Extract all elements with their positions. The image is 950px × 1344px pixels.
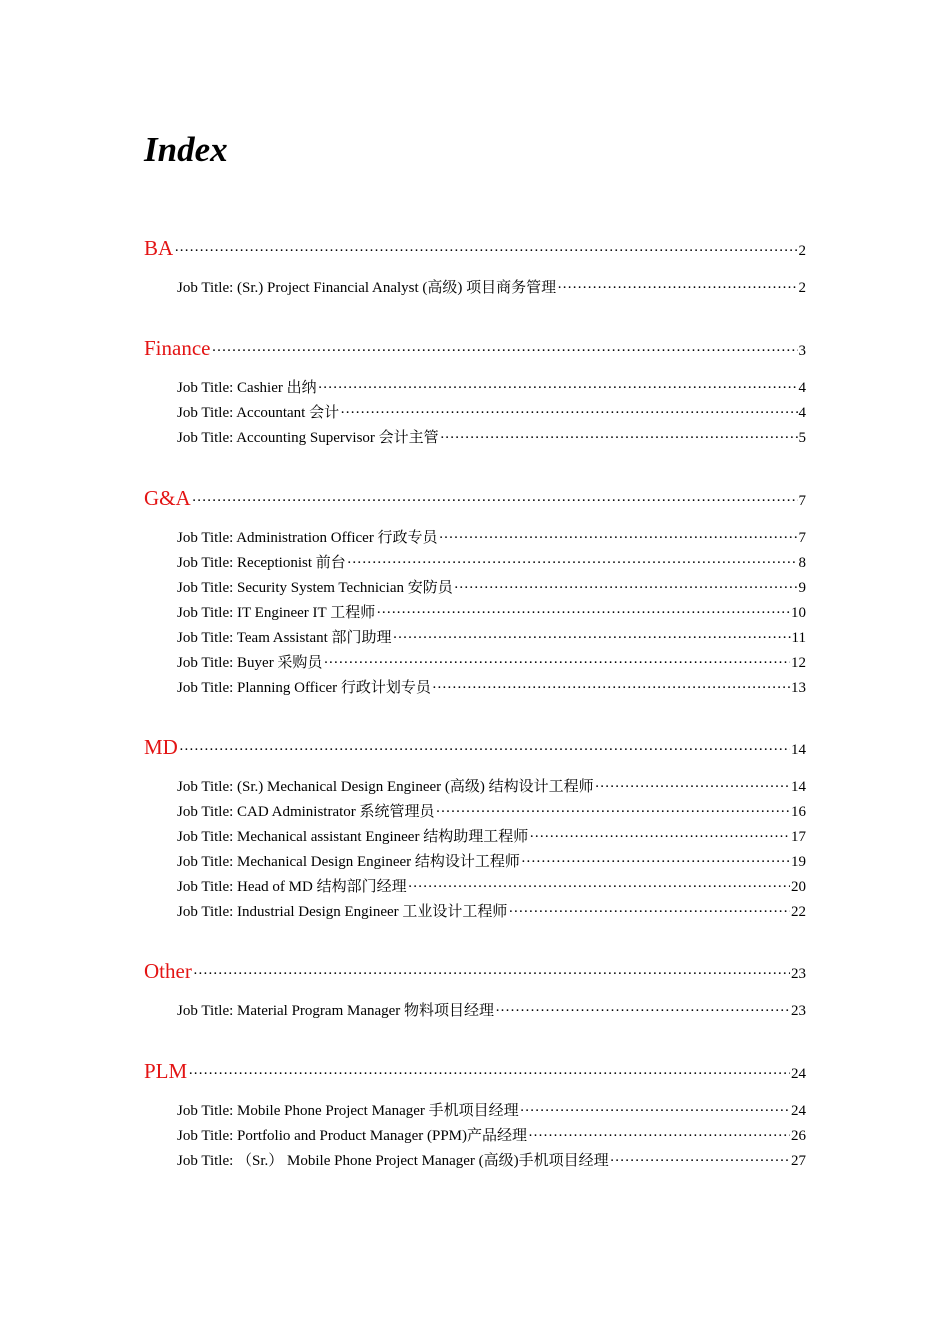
entry-label: Job Title: (Sr.) Project Financial Analyst (高级) 项目商务管理 bbox=[177, 280, 557, 296]
toc-entry[interactable] bbox=[177, 651, 806, 672]
toc-entry[interactable] bbox=[177, 900, 806, 921]
page-number: 3 bbox=[798, 343, 806, 359]
entry-label: Job Title: Mobile Phone Project Manager 手机项目经理 bbox=[177, 1103, 519, 1119]
dot-leader bbox=[347, 555, 798, 572]
toc-entry[interactable] bbox=[177, 601, 806, 622]
page-number: 11 bbox=[791, 630, 806, 646]
dot-leader bbox=[408, 879, 790, 896]
page-number: 20 bbox=[791, 879, 806, 895]
entry-label: Job Title: Receptionist 前台 bbox=[177, 555, 346, 571]
entry-label: Job Title: Mechanical Design Engineer 结构设计工程师 bbox=[177, 854, 520, 870]
dot-leader bbox=[521, 854, 790, 871]
dot-leader bbox=[323, 655, 790, 672]
page-number: 27 bbox=[791, 1153, 806, 1169]
entry-label: Job Title: IT Engineer IT 工程师 bbox=[177, 605, 376, 621]
page-number: 8 bbox=[798, 555, 806, 571]
page-number: 19 bbox=[791, 854, 806, 870]
dot-leader bbox=[188, 1066, 790, 1083]
section-other[interactable] bbox=[144, 959, 806, 984]
toc-entry[interactable] bbox=[177, 850, 806, 871]
entry-label: Job Title: Head of MD 结构部门经理 bbox=[177, 879, 407, 895]
entry-label: Job Title: Portfolio and Product Manager (PPM)产品经理 bbox=[177, 1128, 528, 1144]
dot-leader bbox=[529, 829, 790, 846]
page-number: 4 bbox=[798, 380, 806, 396]
dot-leader bbox=[557, 280, 797, 297]
section-name: BA bbox=[144, 236, 174, 260]
page-number: 16 bbox=[791, 804, 806, 820]
entry-label: Job Title: Mechanical assistant Engineer 结构助理工程师 bbox=[177, 829, 529, 845]
section-name: MD bbox=[144, 735, 178, 759]
toc-entry[interactable] bbox=[177, 800, 806, 821]
dot-leader bbox=[393, 630, 791, 647]
dot-leader bbox=[193, 966, 790, 983]
dot-leader bbox=[318, 380, 798, 397]
toc-entry[interactable] bbox=[177, 426, 806, 447]
entry-label: Job Title: Security System Technician 安防员 bbox=[177, 580, 453, 596]
index-title: Index bbox=[144, 130, 228, 169]
dot-leader bbox=[495, 1003, 790, 1020]
page-number: 24 bbox=[791, 1066, 806, 1082]
dot-leader bbox=[610, 1153, 790, 1170]
section-name: Other bbox=[144, 959, 192, 983]
toc-entry[interactable] bbox=[177, 999, 806, 1020]
dot-leader bbox=[436, 804, 790, 821]
dot-leader bbox=[454, 580, 798, 597]
section-finance[interactable] bbox=[144, 336, 806, 361]
section-ba[interactable] bbox=[144, 236, 806, 261]
dot-leader bbox=[528, 1128, 790, 1145]
entry-label: Job Title: Team Assistant 部门助理 bbox=[177, 630, 392, 646]
toc-entry[interactable] bbox=[177, 1099, 806, 1120]
toc-entry[interactable] bbox=[177, 376, 806, 397]
page-number: 5 bbox=[798, 430, 806, 446]
toc-entry[interactable] bbox=[177, 1149, 806, 1170]
toc-entry[interactable] bbox=[177, 1124, 806, 1145]
section-g-and-a[interactable] bbox=[144, 486, 806, 511]
page-number: 2 bbox=[798, 280, 806, 296]
entry-label: Job Title: Administration Officer 行政专员 bbox=[177, 530, 438, 546]
toc-entry[interactable] bbox=[177, 276, 806, 297]
dot-leader bbox=[174, 243, 797, 260]
toc-entry[interactable] bbox=[177, 676, 806, 697]
page-number: 13 bbox=[791, 680, 806, 696]
page-number: 14 bbox=[791, 779, 806, 795]
dot-leader bbox=[432, 680, 790, 697]
entry-label: Job Title: Industrial Design Engineer 工业设计工程师 bbox=[177, 904, 508, 920]
page-number: 12 bbox=[791, 655, 806, 671]
toc-entry[interactable] bbox=[177, 576, 806, 597]
page-number: 10 bbox=[791, 605, 806, 621]
section-name: PLM bbox=[144, 1059, 188, 1083]
page-number: 14 bbox=[791, 742, 806, 758]
dot-leader bbox=[439, 530, 798, 547]
dot-leader bbox=[440, 430, 798, 447]
dot-leader bbox=[340, 405, 797, 422]
page-number: 7 bbox=[798, 493, 806, 509]
page-number: 23 bbox=[791, 966, 806, 982]
dot-leader bbox=[192, 493, 798, 510]
toc-entry[interactable] bbox=[177, 526, 806, 547]
entry-label: Job Title: CAD Administrator 系统管理员 bbox=[177, 804, 435, 820]
entry-label: Job Title: Buyer 采购员 bbox=[177, 655, 323, 671]
dot-leader bbox=[520, 1103, 790, 1120]
toc-entry[interactable] bbox=[177, 401, 806, 422]
page-number: 24 bbox=[791, 1103, 806, 1119]
dot-leader bbox=[179, 742, 790, 759]
section-name: G&A bbox=[144, 486, 191, 510]
entry-label: Job Title: Planning Officer 行政计划专员 bbox=[177, 680, 431, 696]
section-md[interactable] bbox=[144, 735, 806, 760]
page-number: 9 bbox=[798, 580, 806, 596]
section-name: Finance bbox=[144, 336, 211, 360]
dot-leader bbox=[595, 779, 790, 796]
page-number: 4 bbox=[798, 405, 806, 421]
page-number: 17 bbox=[791, 829, 806, 845]
entry-label: Job Title: Accounting Supervisor 会计主管 bbox=[177, 430, 439, 446]
toc-entry[interactable] bbox=[177, 551, 806, 572]
toc-entry[interactable] bbox=[177, 825, 806, 846]
dot-leader bbox=[211, 343, 797, 360]
entry-label: Job Title: Material Program Manager 物料项目经理 bbox=[177, 1003, 495, 1019]
dot-leader bbox=[376, 605, 790, 622]
entry-label: Job Title: (Sr.) Mechanical Design Engineer (高级) 结构设计工程师 bbox=[177, 779, 594, 795]
entry-label: Job Title: （Sr.） Mobile Phone Project Manager (高级)手机项目经理 bbox=[177, 1153, 609, 1169]
page-number: 7 bbox=[798, 530, 806, 546]
page-number: 2 bbox=[798, 243, 806, 259]
toc-entry[interactable] bbox=[177, 626, 806, 647]
dot-leader bbox=[508, 904, 790, 921]
toc-entry[interactable] bbox=[177, 875, 806, 896]
section-plm[interactable] bbox=[144, 1059, 806, 1084]
page-number: 22 bbox=[791, 904, 806, 920]
toc-entry[interactable] bbox=[177, 775, 806, 796]
entry-label: Job Title: Cashier 出纳 bbox=[177, 380, 317, 396]
page-number: 26 bbox=[791, 1128, 806, 1144]
entry-label: Job Title: Accountant 会计 bbox=[177, 405, 340, 421]
page-number: 23 bbox=[791, 1003, 806, 1019]
